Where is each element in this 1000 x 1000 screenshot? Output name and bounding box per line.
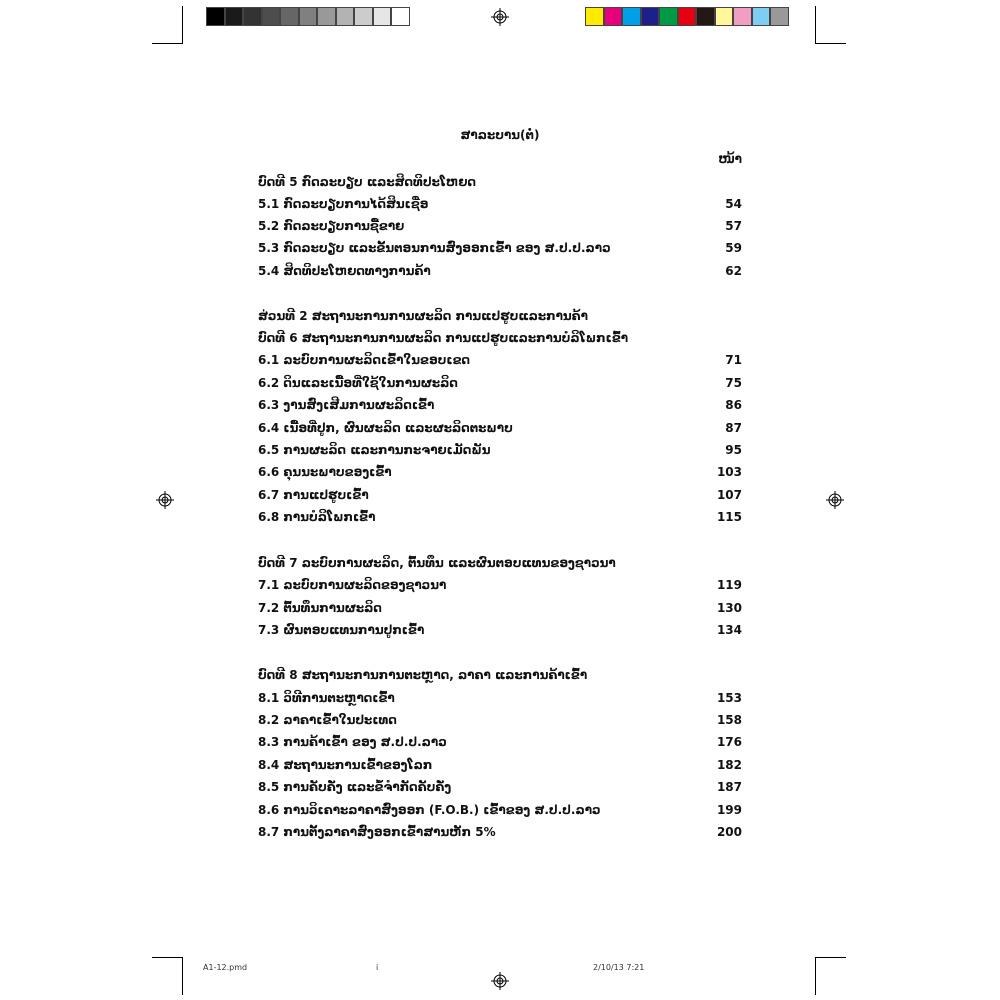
color-swatch xyxy=(622,7,641,26)
toc-entry-page: 62 xyxy=(725,264,742,278)
crop-mark xyxy=(815,957,816,995)
toc-entry xyxy=(258,623,742,641)
toc-entry xyxy=(258,578,742,596)
page-column-label: ໜ້າ xyxy=(718,152,742,166)
gray-swatch xyxy=(354,7,373,26)
gray-swatch xyxy=(243,7,262,26)
color-swatch xyxy=(770,7,789,26)
toc-entry xyxy=(258,376,742,394)
toc-entry-label: 8.1 ວິທີການຕະຫຼາດເຂົ້າ xyxy=(258,691,395,705)
toc-entry-label: 8.4 ສະຖານະການເຂົ້າຂອງໂລກ xyxy=(258,758,433,772)
toc-entry-label: 5.1 ກົດລະບຽບການໄດ້ສິນເຊື່ອ xyxy=(258,197,429,211)
toc-entry-page: 187 xyxy=(716,780,742,794)
toc-entry-label: 8.7 ການຕັ້ງລາຄາສົ່ງອອກເຂົ້າສານຫັກ 5% xyxy=(258,825,496,839)
color-swatch xyxy=(733,7,752,26)
section-heading: ບົດທີ 8 ສະຖານະການການຕະຫຼາດ, ລາຄາ ແລະການຄ້າເຂົ້າ xyxy=(258,668,588,682)
color-swatch xyxy=(641,7,660,26)
toc-entry xyxy=(258,443,742,461)
color-swatch xyxy=(752,7,771,26)
gray-swatch xyxy=(336,7,355,26)
grayscale-calibration-bar xyxy=(206,7,410,26)
gray-swatch xyxy=(299,7,318,26)
toc-entry-page: 59 xyxy=(725,241,742,255)
toc-entry xyxy=(258,691,742,709)
toc-entry-label: 6.5 ການຜະລິດ ແລະການກະຈາຍເມັດພັນ xyxy=(258,443,491,457)
color-swatch xyxy=(696,7,715,26)
toc-entry-page: 199 xyxy=(716,803,742,817)
toc-entry xyxy=(258,465,742,483)
toc-entry-label: 8.6 ການວິເຄາະລາຄາສົ່ງອອກ (F.O.B.) ເຂົ້າຂອງ ສ.ປ.ປ.ລາວ xyxy=(258,803,601,817)
registration-target-icon xyxy=(156,491,174,509)
toc-entry xyxy=(258,264,742,282)
toc-entry-page: 130 xyxy=(716,601,742,615)
toc-entry-page: 119 xyxy=(716,578,742,592)
toc-entry-label: 5.3 ກົດລະບຽບ ແລະຂັ້ນຕອນການສົ່ງອອກເຂົ້າ ຂອງ ສ.ປ.ປ.ລາວ xyxy=(258,241,611,255)
toc-entry xyxy=(258,241,742,259)
crop-mark xyxy=(152,957,182,958)
section-heading: ບົດທີ 7 ລະບົບການຜະລິດ, ຕົ້ນທຶນ ແລະຜົນຕອບແທນຂອງຊາວນາ xyxy=(258,556,616,570)
footer-sheet-number: i xyxy=(376,963,379,972)
toc-entry-page: 75 xyxy=(725,376,742,390)
section-heading: ບົດທີ 6 ສະຖານະການການຜະລິດ ການແປຮູບແລະການບໍລິໂພກເຂົ້າ xyxy=(258,331,629,345)
toc-entry xyxy=(258,398,742,416)
toc-entry-label: 6.3 ງານສົ່ງເສີມການຜະລິດເຂົ້າ xyxy=(258,398,435,412)
toc-entry xyxy=(258,825,742,843)
toc-entry-label: 6.4 ເນື້ອທີ່ປູກ, ຜົນຜະລິດ ແລະຜະລິດຕະພາບ xyxy=(258,421,513,435)
footer-file-name: A1-12.pmd xyxy=(203,963,248,972)
toc-entry xyxy=(258,601,742,619)
toc-entry-page: 103 xyxy=(716,465,742,479)
toc-entry xyxy=(258,219,742,237)
color-swatch xyxy=(678,7,697,26)
color-swatch xyxy=(604,7,623,26)
color-swatch xyxy=(585,7,604,26)
toc-entry-label: 7.3 ຜົນຕອບແທນການປູກເຂົ້າ xyxy=(258,623,425,637)
toc-entry xyxy=(258,780,742,798)
toc-entry xyxy=(258,197,742,215)
registration-target-icon xyxy=(491,972,509,990)
toc-entry-label: 7.2 ຕົ້ນທຶນການຜະລິດ xyxy=(258,601,382,615)
crop-mark xyxy=(816,43,846,44)
color-swatch xyxy=(715,7,734,26)
toc-entry-label: 6.7 ການແປຮູບເຂົ້າ xyxy=(258,488,369,502)
registration-target-icon xyxy=(491,8,509,26)
toc-entry-page: 95 xyxy=(725,443,742,457)
crop-mark xyxy=(815,6,816,44)
toc-entry-page: 200 xyxy=(716,825,742,839)
toc-entry-page: 182 xyxy=(716,758,742,772)
gray-swatch xyxy=(391,7,410,26)
color-calibration-bar xyxy=(585,7,789,26)
toc-entry-page: 176 xyxy=(716,735,742,749)
toc-entry-label: 5.4 ສິດທິປະໂຫຍດທາງການຄ້າ xyxy=(258,264,431,278)
toc-entry-label: 8.5 ການຄັບຄັ່ງ ແລະຂໍ້ຈຳກັດຄັບຄັ່ງ xyxy=(258,780,452,794)
toc-entry-page: 115 xyxy=(716,510,742,524)
gray-swatch xyxy=(373,7,392,26)
color-swatch xyxy=(659,7,678,26)
toc-entry-label: 7.1 ລະບົບການຜະລິດຂອງຊາວນາ xyxy=(258,578,447,592)
toc-entry xyxy=(258,758,742,776)
crop-mark xyxy=(182,957,183,995)
toc-entry xyxy=(258,510,742,528)
footer-timestamp: 2/10/13 7:21 xyxy=(593,963,645,972)
toc-entry-page: 134 xyxy=(716,623,742,637)
toc-entry-page: 57 xyxy=(725,219,742,233)
toc-entry-page: 158 xyxy=(716,713,742,727)
gray-swatch xyxy=(262,7,281,26)
toc-entry xyxy=(258,421,742,439)
toc-entry-label: 6.2 ດິນແລະເນື້ອທີ່ໃຊ້ໃນການຜະລິດ xyxy=(258,376,458,390)
gray-swatch xyxy=(280,7,299,26)
toc-entry xyxy=(258,488,742,506)
toc-entry-label: 5.2 ກົດລະບຽບການຊື້ຂາຍ xyxy=(258,219,405,233)
toc-entry-label: 6.8 ການບໍລິໂພກເຂົ້າ xyxy=(258,510,376,524)
crop-mark xyxy=(182,6,183,44)
toc-entry xyxy=(258,803,742,821)
toc-entry-page: 87 xyxy=(725,421,742,435)
gray-swatch xyxy=(206,7,225,26)
gray-swatch xyxy=(225,7,244,26)
toc-entry-label: 6.1 ລະບົບການຜະລິດເຂົ້າໃນຂອບເຂດ xyxy=(258,353,471,367)
toc-entry-page: 71 xyxy=(725,353,742,367)
toc-entry-page: 54 xyxy=(725,197,742,211)
page-title: ສາລະບານ(ຕໍ່) xyxy=(460,128,540,142)
toc-entry xyxy=(258,735,742,753)
toc-entry-page: 86 xyxy=(725,398,742,412)
toc-entry-label: 8.2 ລາຄາເຂົ້າໃນປະເທດ xyxy=(258,713,397,727)
toc-entry xyxy=(258,353,742,371)
crop-mark xyxy=(816,957,846,958)
toc-entry-page: 107 xyxy=(716,488,742,502)
section-heading: ບົດທີ 5 ກົດລະບຽບ ແລະສິດທິປະໂຫຍດ xyxy=(258,175,477,189)
section-heading: ສ່ວນທີ 2 ສະຖານະການການຜະລິດ ການແປຮູບແລະການຄ້າ xyxy=(258,309,588,323)
crop-mark xyxy=(152,43,182,44)
gray-swatch xyxy=(317,7,336,26)
toc-entry-page: 153 xyxy=(716,691,742,705)
toc-entry xyxy=(258,713,742,731)
toc-entry-label: 8.3 ການຄ້າເຂົ້າ ຂອງ ສ.ປ.ປ.ລາວ xyxy=(258,735,447,749)
toc-entry-label: 6.6 ຄຸນນະພາບຂອງເຂົ້າ xyxy=(258,465,392,479)
registration-target-icon xyxy=(826,491,844,509)
